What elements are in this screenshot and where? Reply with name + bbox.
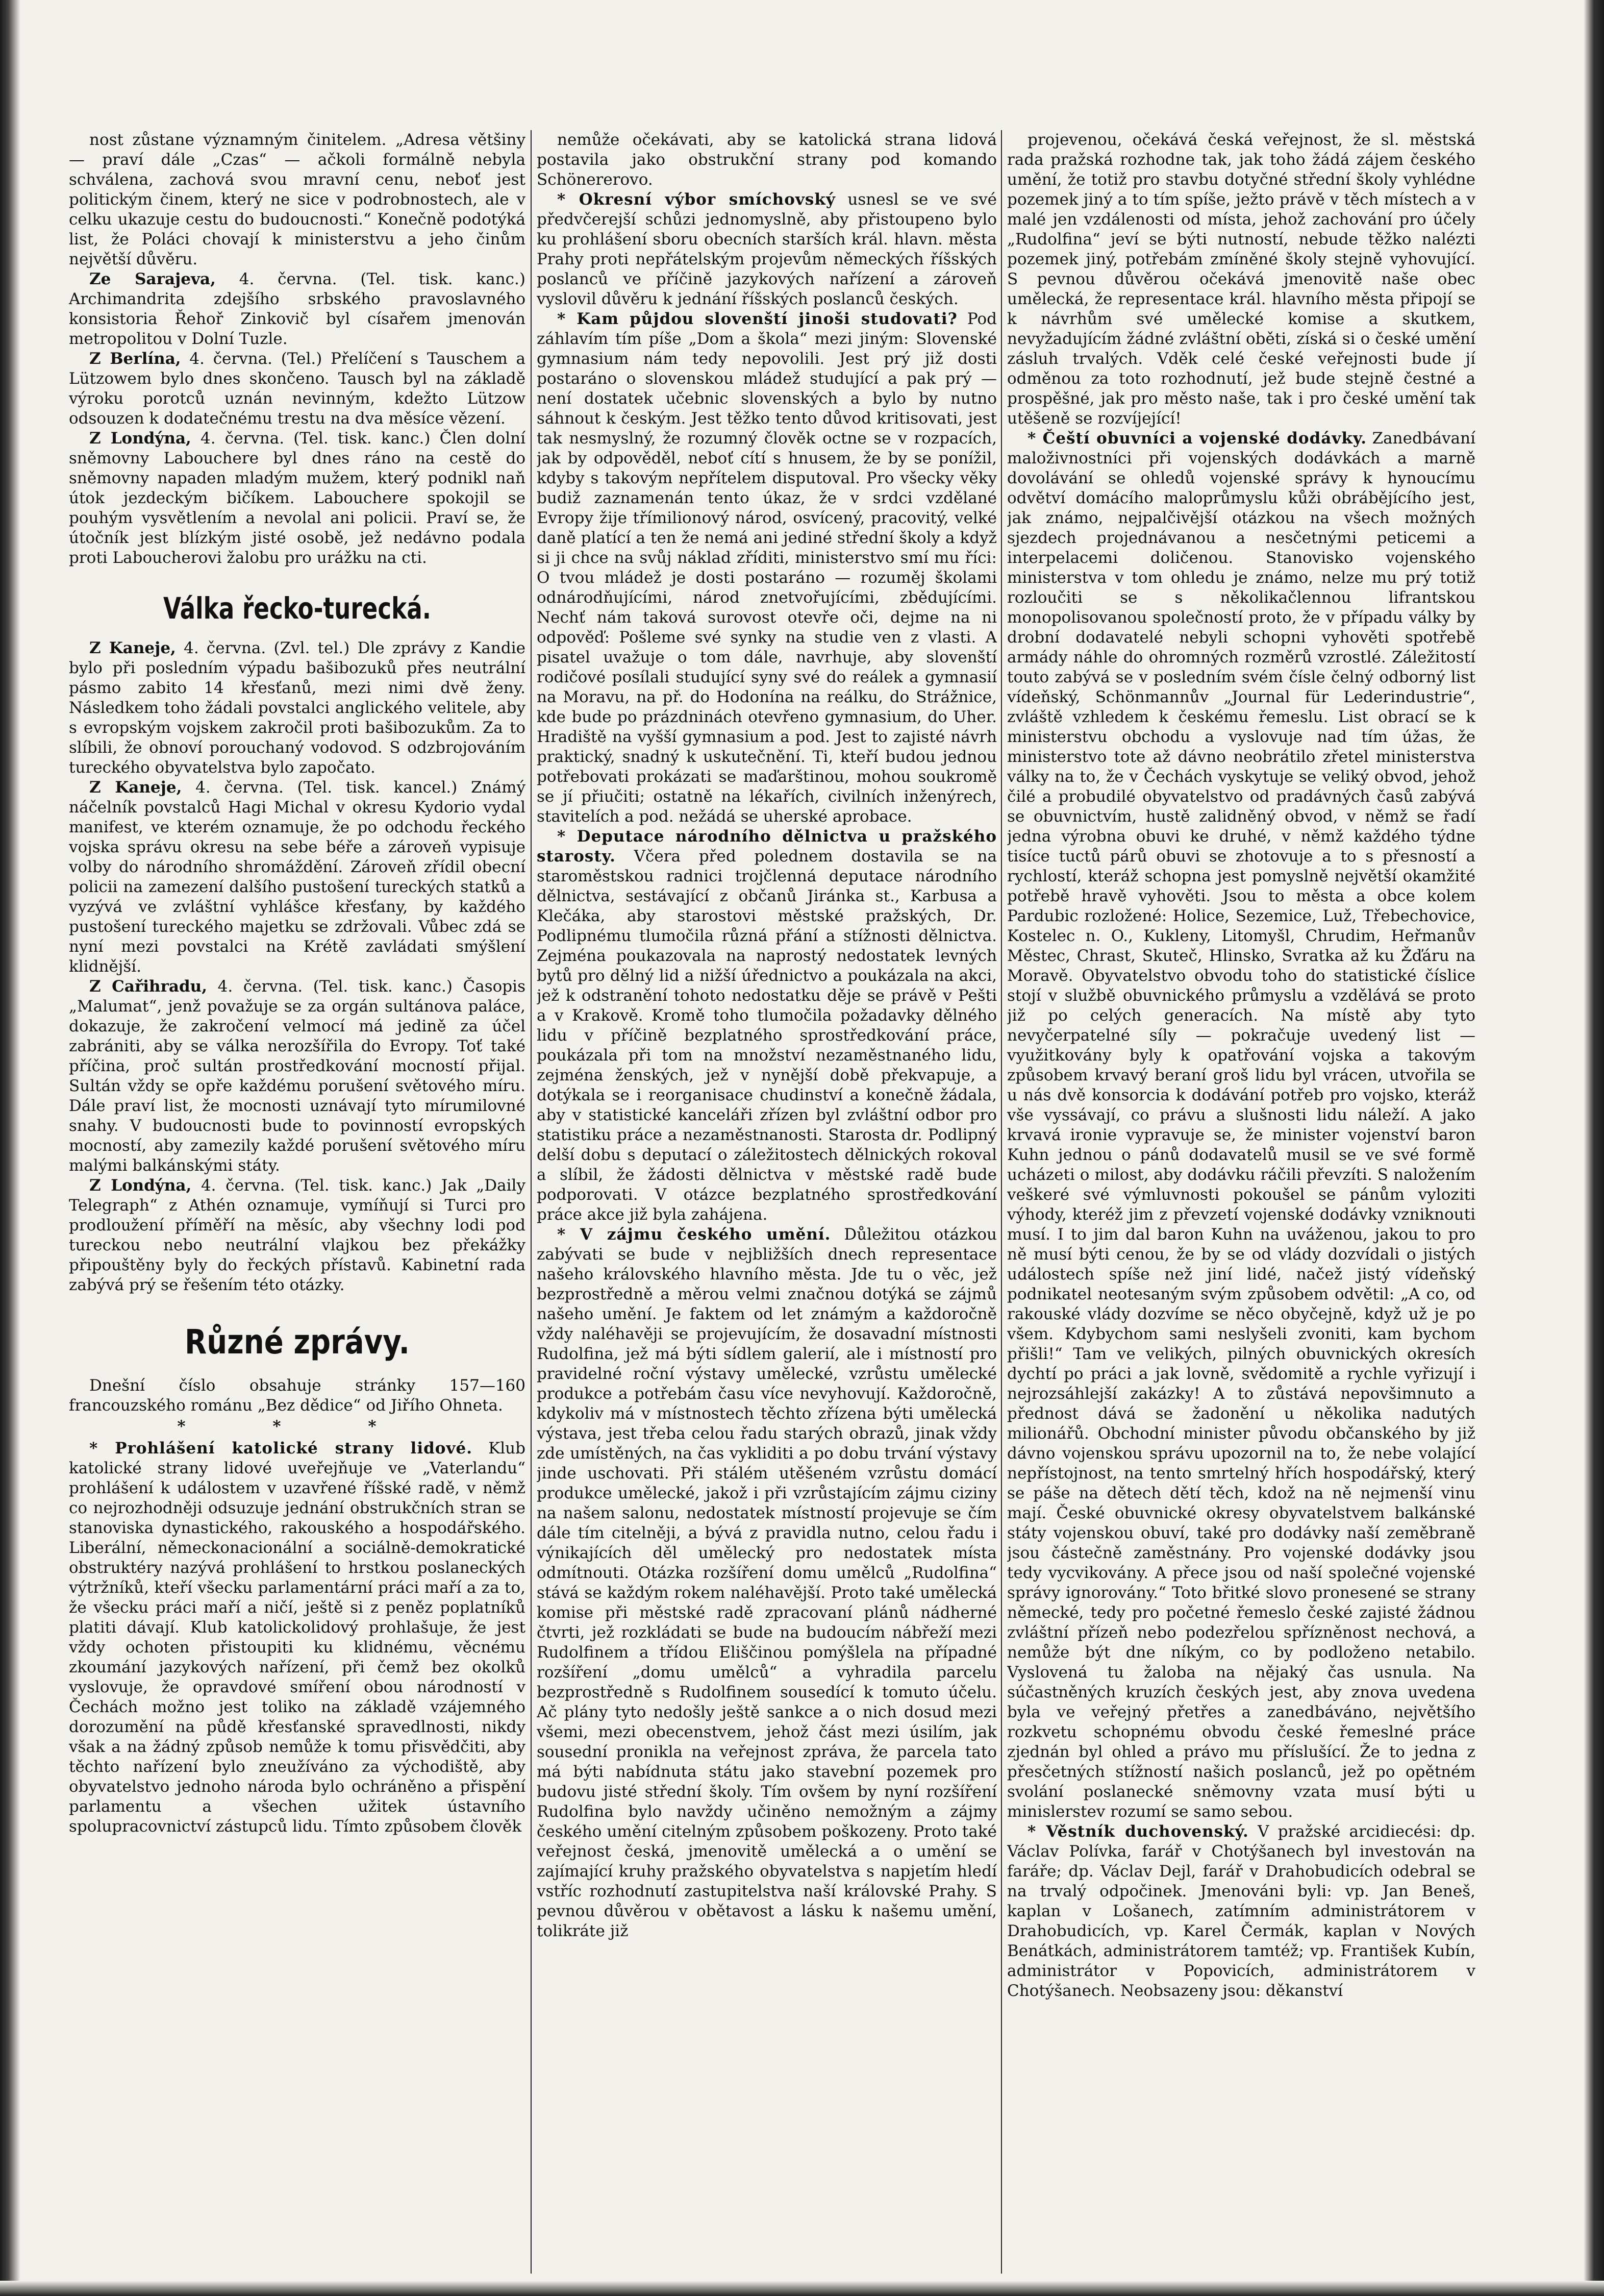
article-paragraph [537,1225,997,1941]
section-heading: Válka řecko-turecká. [163,591,431,626]
article-paragraph [537,130,997,190]
paragraph-text: 4. června. (Tel. tisk. kanc.) Časopis „Malumat“, jenž považuje se za orgán sultánova paláce, dokazuje, že zakročení velmocí má jedině za účel zabrániti, aby se válka nerozšířila do Evropy. Toť také příčina, proč sultán prostředkování mocností přijal. Sultán vždy se opře každému porušení světového míru. Dále praví list, že mocnosti uznávají tyto mírumilovné snahy. V budoucnosti bude to povinností evropských mocností, aby zamezily každé porušení světového míru malými balkánskými státy. [69,977,525,1175]
article-paragraph [537,309,997,827]
separator-stars: * * * [177,1417,417,1436]
paragraph-text: Dnešní číslo obsahuje stránky 157—160 francouzského románu „Bez dědice“ od Jiřího Ohneta. [69,1376,525,1415]
column-rule-2 [1001,130,1002,2274]
paragraph-text: nemůže očekávati, aby se katolická strana lidová postavila jako obstrukční strany pod komando Schönererovo. [537,131,997,189]
article-paragraph [1007,429,1475,1822]
scan-edge-bottom [0,2281,1604,2296]
column-rule-1 [531,130,532,2274]
article-paragraph [69,269,525,349]
article-paragraph [69,977,525,1176]
dateline: Ze Sarajeva, [89,270,216,288]
paragraph-text: projevenou, očekává česká veřejnost, že sl. městská rada pražská rozhodne tak, jak toho žádá zájem českého umění, že totiž pro stavbu dotyčné střední školy vyhlédne pozemek jiný a to tím spíše, ježto právě v těch místech a v malé jen vzdálenosti od místa, jehož zachování pro účely „Rudolfina“ jeví se býti nutností, nebude těžko nalézti pozemek jiný, potřebám zmíněné školy stejně vyhovující. S pevnou důvěrou očekává jmenovitě naše obec umělecká, že representace král. hlavního města připojí se k návrhům své umělecké komise a skutkem, nevyžadujícím žádné zvláštní oběti, získá si o české umění zásluh trvalých. Vděk celé české veřejnosti bude jí odměnou za toto rozhodnutí, jež bude stejně čestné a prospěšné, jak pro město naše, tak i pro české umění tak utěšeně se rozvíjející! [1007,131,1475,428]
rubric-heading: * Kam půjdou slovenští jinoši studovati? [557,310,958,328]
article-paragraph [1007,1822,1475,2001]
dateline: Z Kaneje, [89,778,182,797]
article-paragraph [69,429,525,568]
article-paragraph [537,190,997,309]
column-left [69,130,525,2274]
rubric-heading: * Okresní výbor smíchovský [557,190,836,209]
column-right [1007,130,1475,2274]
paragraph-text: Včera před polednem dostavila se na staroměstskou radnici trojčlenná deputace národního dělnictva, sestávající z občanů Jiránka st., Karbusa a Klečáka, aby starostovi městské pražských, Dr. Podlipnému tlumočila různá přání a stížnosti dělnictva. Zejména poukazovala na naprostý nedostatek levných bytů pro dělný lid a nižší úřednictvo a poukázala na akci, jež k odstranění tohoto nedostatku děje se právě v Pešti a v Krakově. Kromě toho tlumočila požadavky dělného lidu v příčině bezplatného sprostředkování práce, poukázala při tom na množství nezaměstnaného lidu, zejména ženských, jež v nynější době překvapuje, a dotýkala se i reorganisace chudinství a konečně žádala, aby v statistické kanceláři zřízen byl zvláštní odbor pro statistiku práce a nezaměstnanosti. Starosta dr. Podlipný delší dobu s deputací o záležitostech dělnických rokoval a slíbil, že žádosti dělnictva v městské radě bude podporovati. V otázce bezplatného sprostředkování práce akce již byla zahájena. [537,847,997,1224]
article-paragraph [1007,130,1475,429]
paragraph-text: Klub katolické strany lidové uveřejňuje ve „Vaterlandu“ prohlášení k událostem v uzavřené říšské radě, v němž co nejrozhodněji odsuzuje jednání obstrukčních stran se stanoviska dynastického, rakouského a hospodářského. Liberální, německonacionální a sociálně-demokratické obstruktéry nazývá prohlášení to hrstkou poslaneckých výtržníků, kteří všecku parlamentární práci maří a za to, že všecku práci maří a ničí, ještě si z peněz poplatníků platiti dávají. Klub katolickolidový prohlašuje, že jest vždy ochoten přistoupiti ku klidnému, věcnému zkoumání jazykových nařízení, při čemž bez okolků vyslovuje, že opravdové smíření obou národností v Čechách možno jest toliko na základě vzájemného dorozumění na půdě křesťanské spravedlnosti, nikdy však a na žádný způsob nemůže k tomu přisvědčiti, aby těchto nařízení bylo zneužíváno za východiště, aby obyvatelstvo jednoho národa bylo ochráněno a přispění parlamentu a všechen užitek ústavního spolupracovnictví zástupců lidu. Tímto způsobem člověk [69,1439,525,1836]
article-paragraph [69,1439,525,1837]
dateline: Z Cařihradu, [89,977,208,996]
article-paragraph [537,827,997,1225]
paragraph-text: Zanedbávaní maloživnostníci při vojenských dodávkách a marně dovolávání se ohledů vojenské správy k hynoucímu odvětví domácího maloprůmyslu kůži obrábějícího jest, jak známo, nejpalčivější otázkou na všech možných sjezdech projednávanou a nesčetnými peticemi a interpelacemi doličenou. Stanovisko vojenského ministerstva v tom ohledu je známo, nelze mu prý totiž rozloučiti se s několikačlennou lifrantskou monopolisovanou společností proto, že v případu války by drobní dodavatelé nebyli schopni vyhověti spotřebě armády náhle do ohromných rozměrů vzrostlé. Záležitostí touto zabývá se v posledním svém čísle čelný odborný list vídeňský, Schönmannův „Journal für Lederindustrie“, zvláště vzhledem k českému řemeslu. List obrací se k ministerstvu obchodu a vyslovuje nad tím úžas, že ministerstvo tote až dávno neobrátilo zřetel ministerstva války na to, že v Čechách vyskytuje se veliký obvod, jehož čilé a probudilé obyvatelstvo od pradávných časů zabývá se obuvnictvím, hustě zalidněný obvod, v němž se řadí jedna výrobna obuvi ke druhé, v němž každého týdne tisíce tuctů párů obuvi se zhotovuje a to s přesností a rychlostí, kteráž schopna jest pomyslně největší okamžité potřebě hravě vyhověti. Jsou to města a obce kolem Pardubic rozložené: Holice, Sezemice, Luž, Třebechovice, Kostelec n. O., Kukleny, Litomyšl, Chrudim, Heřmanův Městec, Chrast, Skuteč, Hlinsko, Svratka až ku Žďáru na Moravě. Obyvatelstvo obvodu toho do statistické číslice stojí v službě obuvnického průmyslu a vzdělává se proto již po celých generacích. Na místě aby tyto nevyčerpatelné síly — pokračuje uvedený list — využitkovány byly k opatřování vojska a takovým způsobem krvavý beraní groš lidu byl vrácen, utvořila se u nás dvě konsorcia k dodávání potřeb pro vojsko, kteráž vše vyssávají, co právu a slušnosti lidu náleží. A jako krvavá ironie vypravuje se, že minister vojenství baron Kuhn jednou o pánů dodavatelů musil se ve své formě ucházeti o milost, aby dodávku ráčili převzíti. S naložením veškeré své výmluvnosti pokoušel se pánům vyloziti výhody, kteréž jim z převzetí vojenské dodávky vzniknouti musí. I to jim dal baron Kuhn na uváženou, jakou to pro ně musí býti cenou, že by se od vlády dozvídali o jistých událostech spíše než jiní lidé, načež jistý vídeňský podnikatel neotesaným svým způsobem odvětil: „A co, od rakouské vlády dozvíme se něco obyčejně, když už je po všem. Kdybychom sami neslyšeli zvoniti, kam bychom přišli!“ Tam ve velikých, pilných obuvnických okresích dychtí po práci a jak lovně, svědomitě a rychle vyřizují i nejrozsáhlejší zakázky! A to zůstává nepovšimnuto a přednost dává se žadonění u několika nadutých milionářů. Obchodní minister původu občanského by již dávno vojenskou správu upozornil na to, že nebe volající nepřístojnost, na tento smrtelný hřích hospodářský, který se páše na dětech dětí těch, kdož na ně nejmenší vinu mají. České obuvnické okresy obyvatelstvem balkánské státy vojenskou obuví, také pro dodávky naší zeměbraně jsou částečně zaměstnány. Pro vojenské dodávky jsou tedy vycvikovány. A přece jsou od naší společné vojenské správy ignorovány.“ Toto břitké slovo pronesené se strany německé, tedy pro početné řemeslo české zajisté žádnou zvláštní přízeň nebo podezřelou spřízněnost nechová, a nemůže být dne níkým, co by podloženo netabilo. Vyslovená tu žaloba na nějaký čas usnula. Na súčastněných kruzích českých jest, aby znova uvedena byla ve veřejný přetřes a zanedbáváno, největšího rozkvetu schopnému obvodu české řemeslné práce zjednán byl ohled a právo mu příslušící. Že to jedna z přesčetných stížností našich poslanců, jež po opětném svolání poslanecké sněmovny vzata musí býti u minislerstev rozumí se samo sebou. [1007,429,1475,1821]
paragraph-text: Pod záhlavím tím píše „Dom a škola“ mezi jiným: Slovenské gymnasium nám tedy nepovolili. Jest prý již dosti postaráno o slovenskou mládež studující a pak prý — není dostatek učebnic slovenských a bylo by nutno sáhnout k českým. Jest těžko tento důvod kritisovati, jest tak nesmyslný, že rozumný člověk octne se v rozpacích, jak by odpověděl, neboť cítí s hnusem, že by se ponížil, kdyby s takovým nepřítelem disputoval. Pro všecky věky budiž zaznamenán tento úkaz, že v srdci vzdělané Evropy žije třímilionový národ, osvícený, pracovitý, velké daně platící a ten že nemá ani jediné střední školy a když si ji chce na svůj náklad zříditi, ministerstvo smí mu říci: O tvou mládež je dosti postaráno — rozuměj školami odnárodňujícími, národ znetvořujícími, zbědujícími. Nechť nám taková surovost otevře oči, dejme na ni odpověď: Pošleme své synky na studie ven z vlasti. A pisatel uvažuje o tom dále, navrhuje, aby slovenští rodičové posílali studující syny své do reálek a gymnasií na Moravu, na př. do Hodonína na reálku, do Strážnice, kde bude po prázdninách otevřeno gymnasium, do Uher. Hradiště na vyšší gymnasium a pod. Jest to zajisté návrh praktický, snadný k uskutečnění. Ti, kteří budou jednou potřebovati prokázati se maďarštinou, mohou soukromě se jí přiučiti; ostatně na lékařích, civilních inženýrech, stavitelích a pod. nežádá se uherské aprobace. [537,310,997,826]
paragraph-text: V pražské arcidiecési: dp. Václav Polívka, farář v Chotýšanech byl investován na faráře; dp. Václav Dejl, farář v Drahobudicích odebral se na trvalý odpočinek. Jmenováni byli: vp. Jan Beneš, kaplan v Lošanech, zatímním administrátorem v Drahobudicích, vp. Karel Čermák, kaplan v Nových Benátkách, administrátorem tamtéž; vp. František Kubín, administrátor v Popovicích, administrátorem v Chotýšanech. Neobsazeny jsou: děkanství [1007,1822,1475,2000]
paragraph-text: nost zůstane významným činitelem. „Adresa většiny — praví dále „Czas“ — ačkoli formálně nebyla schválena, zachová svou mravní cenu, neboť jest politickým činem, který ne sice v podrobnostech, ale v celku ukazuje cestu do budoucnosti.“ Konečně podotýká list, že Poláci chovají k ministerstvu a jeho činům největší důvěru. [69,131,525,268]
paragraph-text: 4. června. (Tel.) Přelíčení s Tauschem a Lützowem bylo dnes skončeno. Tausch byl na základě výroku porotců uznán nevinným, kdežto Lützow odsouzen k dodatečnému trestu na dva měsíce vězení. [69,350,525,428]
section-heading: Různé zprávy. [185,1322,410,1362]
rubric-heading: * V zájmu českého umění. [557,1225,831,1244]
dateline: Z Berlína, [89,350,181,368]
article-paragraph [69,130,525,269]
paragraph-text: 4. června. (Tel. tisk. kanc.) Archimandrita zdejšího srbského pravoslavného konsistoria Řehoř Zinkovič byl císařem jmenován metropolitou v Dolní Tuzle. [69,270,525,348]
rubric-heading: * Deputace národního dělnictva u pražského starosty. [537,827,997,866]
article-paragraph [69,1176,525,1295]
article-paragraph [69,1376,525,1416]
paragraph-text: 4. června. (Tel. tisk. kanc.) Člen dolní sněmovny Labouchere byl dnes ráno na cestě do sněmovny napaden mladým mužem, který podnikl naň útok jezdeckým bičíkem. Labouchere spokojil se pouhým vysvětlením a nevolal ani policii. Praví se, že útočník jest blízkým jisté osobě, jež nedávno podala proti Laboucherovi žalobu pro urážku na cti. [69,429,525,567]
rubric-heading: * Prohlášení katolické strany lidové. [89,1439,472,1458]
paragraph-text: 4. června. (Tel. tisk. kancel.) Známý náčelník povstalců Hagi Michal v okresu Kydorio vydal manifest, ve kterém oznamuje, že po odchodu řeckého vojska správu okresu na sebe béře a zároveň vypisuje volby do národního shromáždění. Zároveň zřídil obecní policii na zamezení dalšího pustošení tureckých statků a vyzývá ve zvláštní vyhlášce křesťany, by každého pustošení tureckého majetku se zdržovali. Vůbec zdá se nyní mezi povstalci na Krétě zavládati smýšlení klidnější. [69,778,525,976]
column-middle [537,130,997,2274]
dateline: Z Londýna, [89,429,191,448]
article-paragraph [69,349,525,429]
paragraph-text: 4. června. (Tel. tisk. kanc.) Jak „Daily Telegraph“ z Athén oznamuje, vymíňují si Turci pro prodloužení příměří na měsíc, aby všechny lodi pod tureckou nebo neutrální vlajkou bez překážky připouštěny byly do řeckých přístavů. Kabinetní rada zabývá prý se řešením této otázky. [69,1176,525,1294]
dateline: Z Londýna, [89,1176,192,1195]
paragraph-text: usnesl se ve své předvčerejší schůzi jednomyslně, aby přistoupeno bylo ku prohlášení sboru obecních starších král. hlavn. města Prahy proti nepřátelským projevům německých říšských poslanců ve příčině jazykových nařízení a zároveň vyslovil důvěru k jednání říšských poslanců českých. [537,190,997,308]
dateline: Z Kaneje, [89,639,176,657]
scan-edge-right [1584,0,1604,2296]
article-paragraph [69,778,525,977]
scan-edge-left [0,0,20,2296]
paragraph-text: Důležitou otázkou zabývati se bude v nejbližších dnech representace našeho královského hlavního města. Jde tu o věc, jež bezprostředně a měrou velmi značnou dotýká se zájmů našeho umění. Je faktem od let známým a každoročně vždy naléhavěji se projevujícím, že dosavadní místnosti Rudolfina, jež má býti sídlem galerií, ale i místností pro pravidelné roční výstavy umělecké, vzrůstu umělecké produkce a potřebám času více nevyhovují. Každoročně, kdykoliv má v místnostech těchto zřízena býti umělecká výstava, jest třeba celou řadu starých obrazů, jinak vždy zde umístěných, na čas vykliditi a po dobu trvání výstavy jinde uschovati. Při stálém utěšeném vzrůstu domácí produkce umělecké, jakož i při vzrůstajícím zájmu ciziny na našem salonu, nedostatek místností projevuje se čím dále tím citelněji, a bývá z pravidla nutno, celou řadu i výnikajících děl umělecký pro nedostatek místa odmítnouti. Otázka rozšíření domu umělců „Rudolfina“ stává se každým rokem naléhavější. Proto také umělecká komise při městské radě zpracovaní plánů nádherné čtvrti, jež rozkládati se bude na budoucím nábřeží mezi Rudolfinem a třídou Eliščinou pomýšlela na případné rozšíření „domu umělců“ a vyhradila parcelu bezprostředně s Rudolfinem sousedící k tomuto účelu. Ač plány tyto nedošly ještě sankce a o nich dosud mezi všemi, mezi obecenstvem, jehož část mezi úsilím, jak sousední pronikla na veřejnost zpráva, že parcela tato má býti nabídnuta státu jako stavební pozemek pro budovu jisté střední školy. Tím ovšem by nyní rozšíření Rudolfina bylo navždy učiněno nemožným a zájmy českého umění citelným způsobem poškozeny. Proto také veřejnost česká, jmenovitě umělecká a o umění se zajímající kruhy pražského obyvatelstva s napjetím hledí vstříc rozhodnutí zastupitelstva naší královské Prahy. S pevnou důvěrou v obětavost a lásku k našemu umění, tolikráte již [537,1225,997,1940]
rubric-heading: * Věstník duchovenský. [1027,1822,1249,1841]
rubric-heading: * Čeští obuvníci a vojenské dodávky. [1027,429,1367,448]
article-paragraph [69,638,525,778]
paragraph-text: 4. června. (Zvl. tel.) Dle zprávy z Kandie bylo při posledním výpadu bašibozuků přes neutrální pásmo zabito 14 křesťanů, mezi nimi dvě ženy. Následkem toho žádali povstalci anglického velitele, aby s evropským vojskem zakročil proti bašibozukům. Za to slíbili, že obnoví porouchaný vodovod. S odzbrojováním tureckého obyvatelstva bylo započato. [69,639,525,777]
